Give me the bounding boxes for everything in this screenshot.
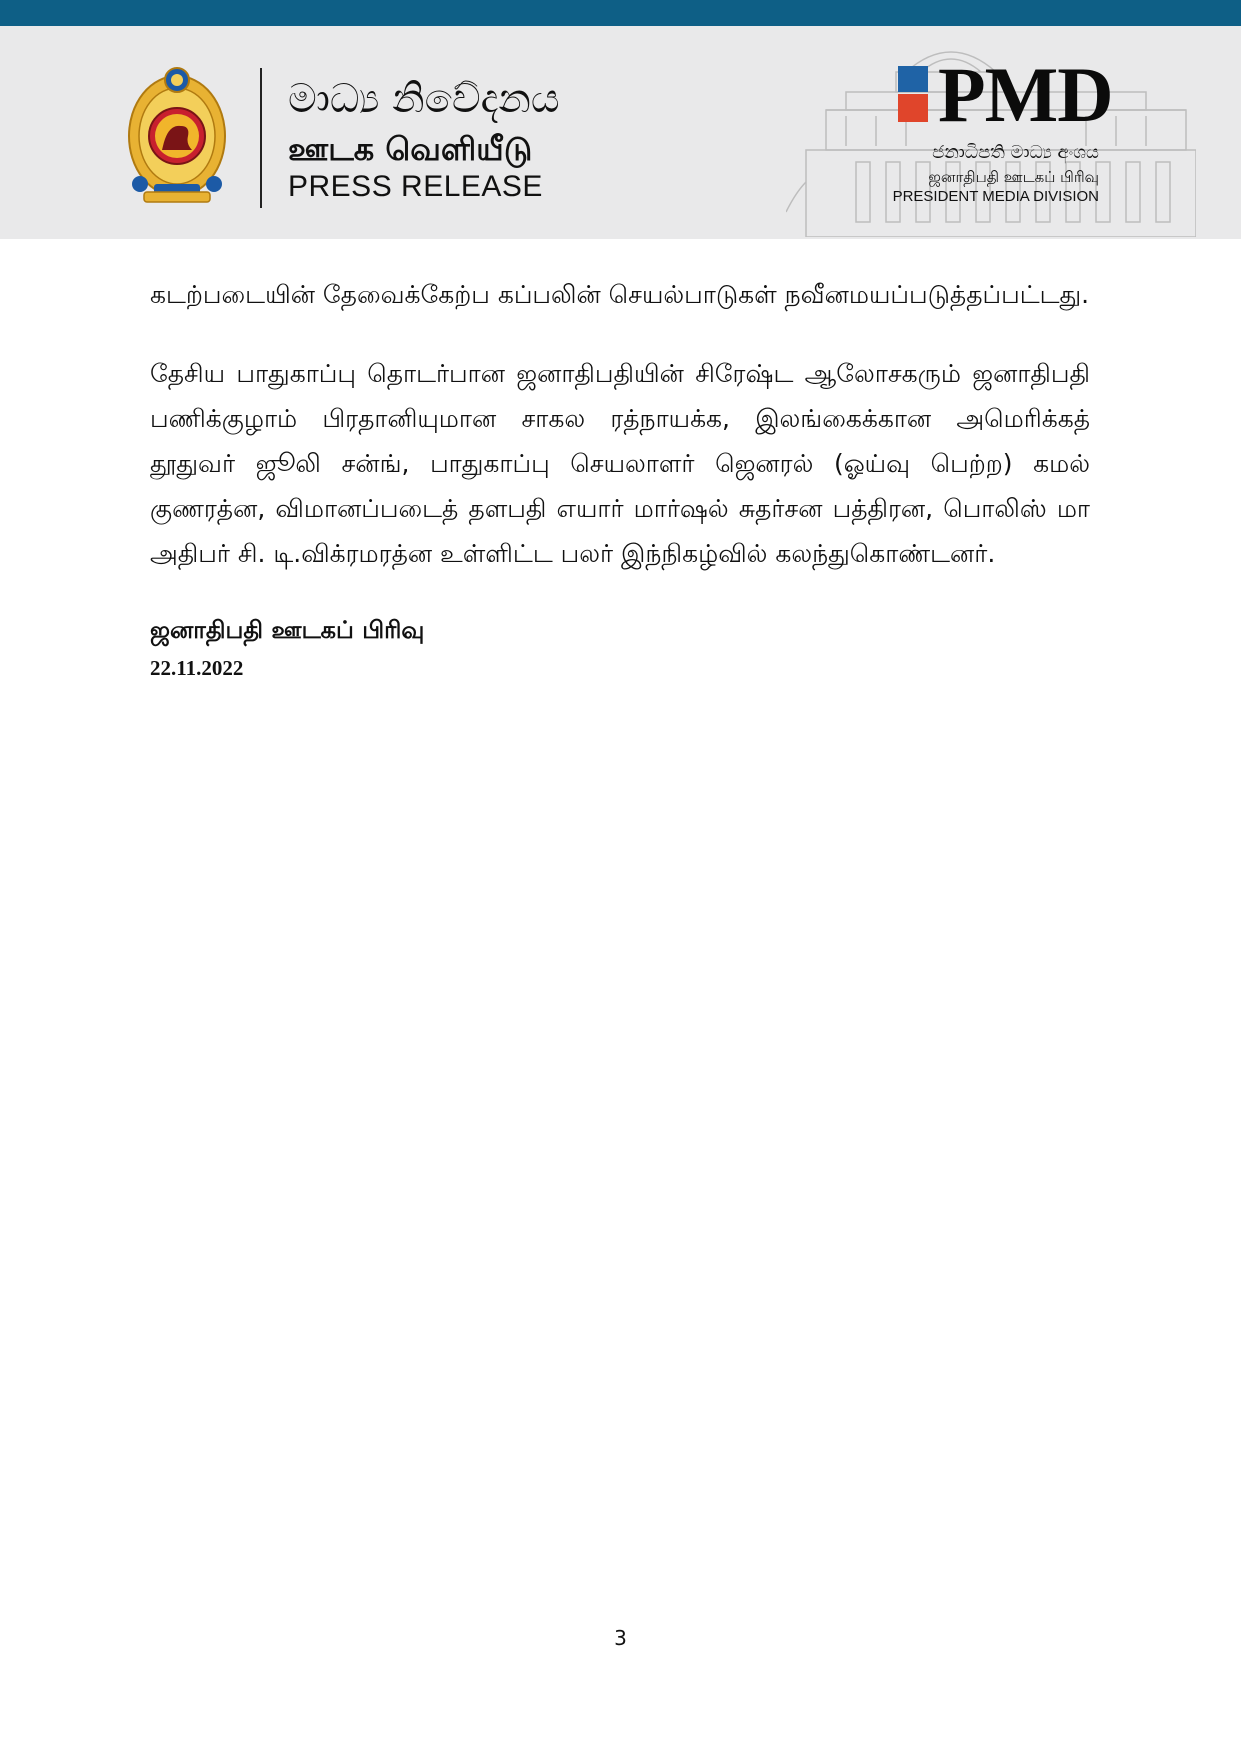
org-name-tamil: ஜனாதிபதி ஊடகப் பிரிவு: [928, 168, 1099, 186]
pmd-square-icon: [898, 66, 928, 122]
signature: ஜனாதிபதி ஊடகப் பிரிவு: [150, 616, 425, 644]
title-sinhala: මාධ්‍ය නිවේදනය: [288, 76, 560, 122]
press-release-header: [0, 26, 1241, 239]
top-color-band: [0, 0, 1241, 26]
org-name-sinhala: ජනාධිපති මාධ්‍ය අංශය: [932, 142, 1099, 163]
sri-lanka-emblem-icon: [126, 64, 228, 208]
paragraph-1: கடற்படையின் தேவைக்கேற்ப கப்பலின் செயல்பாடுகள் நவீனமயப்படுத்தப்பட்டது.: [150, 280, 1090, 309]
header-divider: [260, 68, 262, 208]
title-english: PRESS RELEASE: [288, 170, 543, 203]
pmd-logo-text: PMD: [938, 51, 1113, 138]
release-date: 22.11.2022: [150, 656, 244, 680]
page-number: 3: [614, 1626, 627, 1650]
org-name-english: PRESIDENT MEDIA DIVISION: [892, 188, 1099, 205]
title-tamil: ஊடக வெளியீடு: [288, 130, 533, 168]
press-release-body: [150, 272, 1090, 681]
paragraph-2: தேசிய பாதுகாப்பு தொடர்பான ஜனாதிபதியின் சிரேஷ்ட ஆலோசகரும் ஜனாதிபதி பணிக்குழாம் பிரதானியுமான சாகல ரத்நாயக்க, இலங்கைக்கான அமெரிக்கத் தூதுவர் ஜூலி சன்ங், பாதுகாப்பு செயலாளர் ஜெனரல் (ஓய்வு பெற்ற) கமல் குணரத்ன, விமானப்படைத் தளபதி எயார் மார்ஷல் சுதர்சன பத்திரன, பொலிஸ் மா அதிபர் சி. டி.விக்ரமரத்ன உள்ளிட்ட பலர் இந்நிகழ்வில் கலந்துகொண்டனர்.: [150, 359, 1090, 568]
